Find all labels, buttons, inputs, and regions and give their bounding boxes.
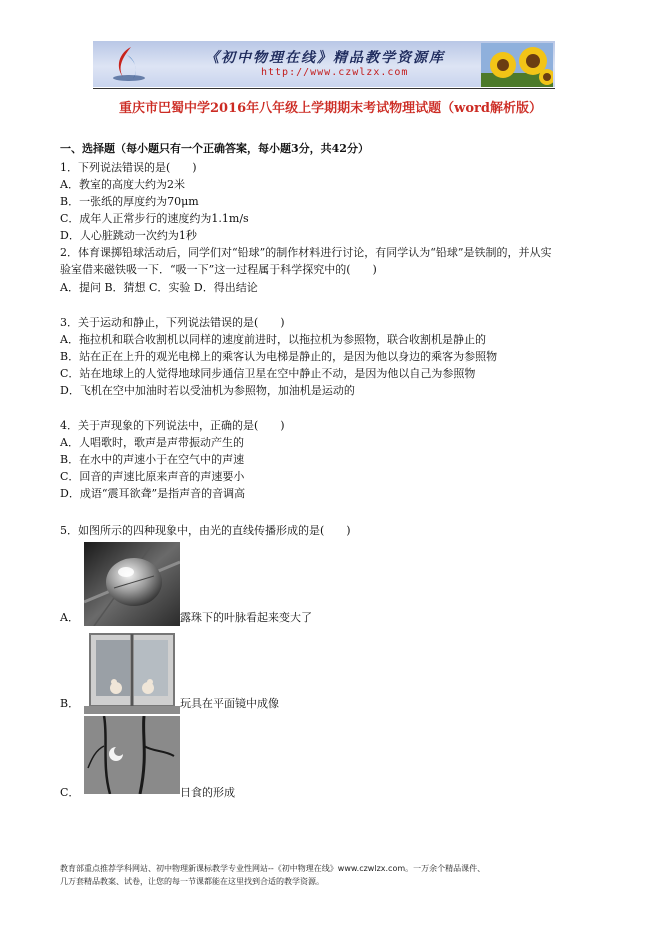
question-5-option-b-caption: 玩具在平面镜中成像 — [180, 697, 279, 710]
question-4-option-d: D．成语“震耳欲聋”是指声音的音调高 — [60, 487, 246, 500]
question-1-stem: 1．下列说法错误的是( ) — [60, 161, 197, 174]
section-heading: 一、选择题（每小题只有一个正确答案，每小题3分，共42分） — [60, 142, 369, 155]
toy-mirror-photo — [84, 630, 180, 714]
dewdrop-photo — [84, 542, 180, 626]
header-rule — [93, 88, 555, 89]
question-3-stem: 3．关于运动和静止，下列说法错误的是( ) — [60, 316, 285, 329]
sunflower-image — [481, 43, 553, 87]
question-5-option-c-letter: C． — [60, 786, 80, 799]
question-2-stem-line-1: 2．体育课掷铅球活动后，同学们对“铅球”的制作材料进行讨论，有同学认为“铅球”是铁制的，并从实 — [60, 246, 552, 259]
banner-url: http://www.czwlzx.com — [261, 67, 409, 78]
question-1-option-d: D．人心脏跳动一次约为1秒 — [60, 229, 197, 242]
question-4-option-a: A．人唱歌时，歌声是声带振动产生的 — [60, 436, 244, 449]
question-1-option-a: A．教室的高度大约为2米 — [60, 178, 185, 191]
question-4-stem: 4．关于声现象的下列说法中，正确的是( ) — [60, 419, 285, 432]
question-2-options: A．提问 B．猜想 C．实验 D．得出结论 — [60, 281, 258, 294]
question-3-option-a: A．拖拉机和联合收割机以同样的速度前进时，以拖拉机为参照物，联合收割机是静止的 — [60, 333, 486, 346]
question-1-option-b: B．一张纸的厚度约为70μm — [60, 195, 199, 208]
eclipse-photo — [84, 716, 180, 794]
question-1-option-c: C．成年人正常步行的速度约为1.1m/s — [60, 212, 249, 225]
site-logo-icon — [109, 45, 149, 83]
question-2-stem-line-2: 验室借来磁铁吸一下．“吸一下”这一过程属于科学探究中的( ) — [60, 263, 377, 276]
question-5-stem: 5．如图所示的四种现象中，由光的直线传播形成的是( ) — [60, 524, 351, 537]
question-3-option-b: B．站在正在上升的观光电梯上的乘客认为电梯是静止的，是因为他以身边的乘客为参照物 — [60, 350, 498, 363]
document-title: 重庆市巴蜀中学2016年八年级上学期期末考试物理试题（word解析版） — [119, 101, 542, 116]
page-footer — [60, 862, 620, 888]
footer-line-1: 教育部重点推荐学科网站、初中物理新课标教学专业性网站--《初中物理在线》www.czwlzx.com。一万余个精品课件、 — [60, 864, 486, 873]
question-3-option-c: C．站在地球上的人觉得地球同步通信卫星在空中静止不动，是因为他以自己为参照物 — [60, 367, 476, 380]
question-5-option-b-letter: B． — [60, 697, 80, 710]
banner-title: 《初中物理在线》精品教学资源库 — [205, 50, 445, 66]
question-3-option-d: D．飞机在空中加油时若以受油机为参照物，加油机是运动的 — [60, 384, 355, 397]
question-4-option-b: B．在水中的声速小于在空气中的声速 — [60, 453, 245, 466]
footer-line-2: 几万套精品教案、试卷，让您的每一节课都能在这里找到合适的教学资源。 — [60, 877, 324, 886]
question-5-option-a-letter: A． — [60, 611, 79, 624]
site-banner — [93, 41, 555, 87]
question-5-option-c-caption: 日食的形成 — [180, 786, 235, 799]
question-4-option-c: C．回音的声速比原来声音的声速要小 — [60, 470, 245, 483]
question-5-option-a-caption: 露珠下的叶脉看起来变大了 — [180, 611, 312, 624]
